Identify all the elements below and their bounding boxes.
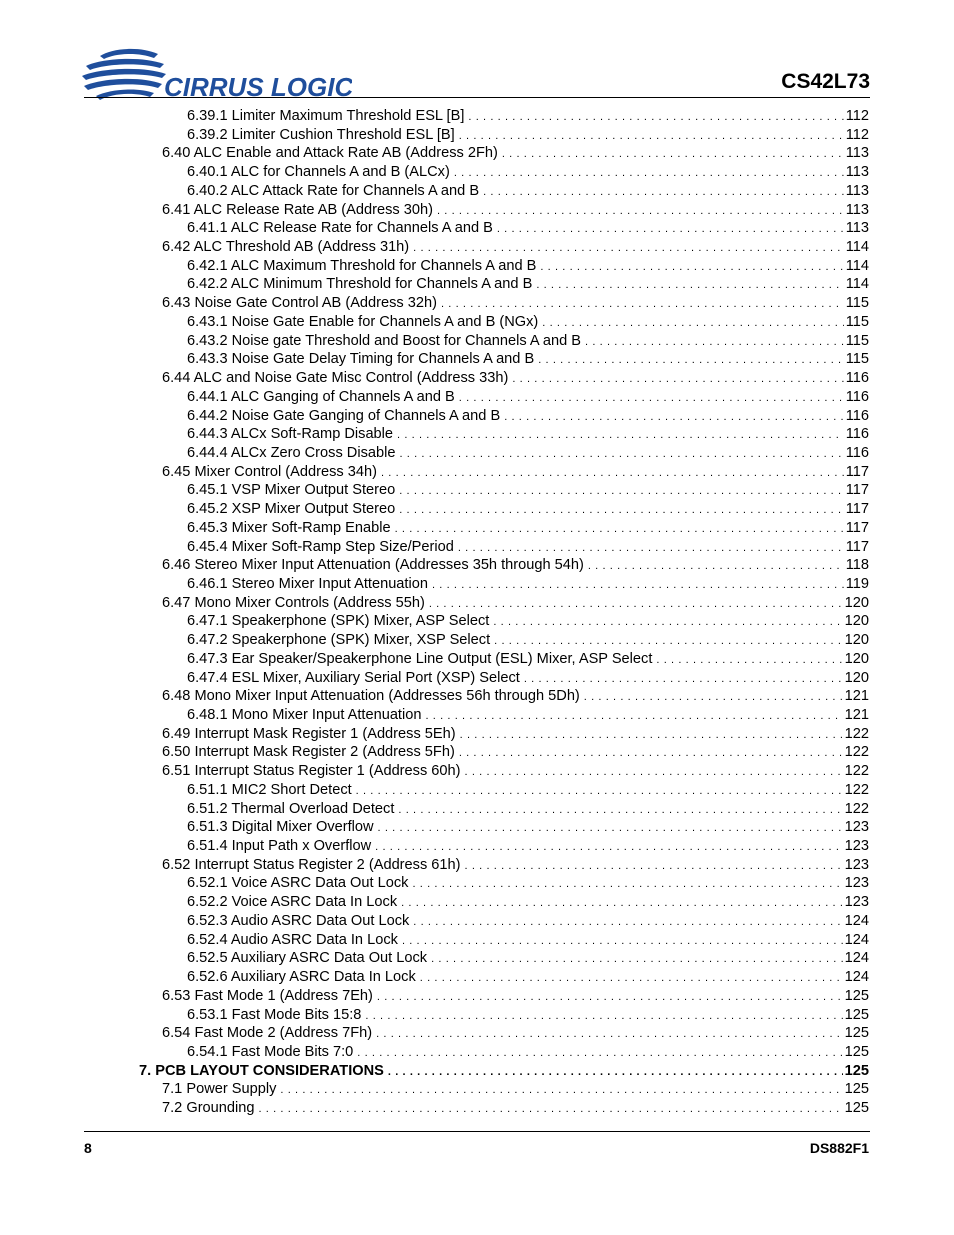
toc-entry[interactable] — [0, 800, 954, 819]
toc-entry-title: 6.50 Interrupt Mask Register 2 (Address 5Fh) — [162, 744, 455, 761]
toc-entry-title: 6.45.2 XSP Mixer Output Stereo — [187, 501, 396, 518]
toc-entry[interactable] — [0, 949, 954, 968]
toc-entry-title: 6.40 ALC Enable and Attack Rate AB (Address 2Fh) — [162, 145, 498, 162]
table-of-contents — [0, 107, 954, 1118]
toc-entry-page: 113 — [845, 145, 869, 162]
toc-entry-title: 6.40.2 ALC Attack Rate for Channels A and B — [187, 182, 480, 199]
toc-entry-title: 6.42 ALC Threshold AB (Address 31h) — [162, 239, 410, 256]
toc-leader-dots — [459, 744, 843, 763]
toc-entry-title: 6.48.1 Mono Mixer Input Attenuation — [187, 707, 422, 723]
toc-entry-page: 124 — [844, 969, 869, 986]
toc-entry-page: 122 — [844, 800, 869, 817]
toc-leader-dots — [459, 127, 844, 146]
toc-entry[interactable] — [0, 144, 954, 163]
toc-leader-dots — [432, 576, 844, 595]
toc-leader-dots — [399, 445, 843, 464]
toc-leader-dots — [504, 408, 844, 427]
toc-entry-page: 125 — [844, 1062, 869, 1079]
toc-entry-page: 115 — [845, 332, 869, 349]
toc-entry-title: 6.42.2 ALC Minimum Threshold for Channels A and B — [187, 276, 533, 293]
toc-entry-page: 114 — [845, 239, 869, 256]
toc-entry[interactable] — [0, 275, 954, 294]
toc-entry-page: 122 — [844, 763, 869, 780]
toc-entry-title: 6.46 Stereo Mixer Input Attenuation (Addresses 35h through 54h) — [162, 557, 584, 574]
toc-leader-dots — [376, 1025, 843, 1044]
toc-entry-title: 6.43 Noise Gate Control AB (Address 32h) — [162, 295, 437, 312]
toc-entry[interactable] — [0, 538, 954, 557]
toc-entry[interactable] — [0, 332, 954, 351]
toc-leader-dots — [397, 426, 844, 445]
toc-leader-dots — [429, 595, 843, 614]
toc-entry-title: 6.41 ALC Release Rate AB (Address 30h) — [162, 201, 433, 218]
toc-leader-dots — [399, 482, 844, 501]
toc-leader-dots — [399, 501, 844, 520]
toc-leader-dots — [378, 819, 843, 838]
toc-entry[interactable] — [0, 1024, 954, 1043]
toc-entry-title: 6.44.4 ALCx Zero Cross Disable — [187, 444, 396, 461]
document-id: DS882F1 — [809, 1140, 869, 1156]
toc-entry-page: 120 — [844, 594, 869, 611]
toc-entry[interactable] — [0, 388, 954, 407]
toc-entry-title: 6.42.1 ALC Maximum Threshold for Channels A and B — [187, 257, 537, 274]
toc-leader-dots — [395, 520, 844, 539]
toc-entry-page: 117 — [845, 482, 869, 499]
toc-entry[interactable] — [0, 407, 954, 426]
toc-entry[interactable] — [0, 1099, 954, 1118]
toc-entry-title: 6.52.1 Voice ASRC Data Out Lock — [187, 875, 409, 892]
toc-entry-page: 121 — [844, 688, 869, 705]
toc-entry[interactable] — [0, 931, 954, 950]
toc-entry-page: 122 — [844, 781, 869, 798]
toc-entry-page: 123 — [844, 856, 869, 873]
toc-entry-title: 6.44.2 Noise Gate Ganging of Channels A and B — [187, 407, 501, 424]
toc-entry-page: 120 — [844, 613, 869, 630]
toc-entry-page: 119 — [845, 575, 869, 592]
toc-entry[interactable] — [0, 519, 954, 538]
toc-entry-title: 6.52.4 Audio ASRC Data In Lock — [187, 931, 398, 948]
toc-entry-title: 6.52.2 Voice ASRC Data In Lock — [187, 894, 398, 911]
toc-entry[interactable] — [0, 257, 954, 276]
toc-leader-dots — [356, 782, 843, 801]
toc-entry[interactable] — [0, 444, 954, 463]
page-number: 8 — [84, 1140, 92, 1156]
toc-entry-page: 125 — [844, 1081, 869, 1098]
toc-entry-page: 116 — [845, 407, 869, 424]
toc-leader-dots — [365, 1007, 842, 1026]
toc-entry[interactable] — [0, 968, 954, 987]
toc-leader-dots — [460, 726, 843, 745]
toc-entry-page: 116 — [845, 426, 869, 443]
toc-entry[interactable] — [0, 219, 954, 238]
toc-entry[interactable] — [0, 1062, 954, 1081]
toc-entry-page: 125 — [844, 1043, 869, 1060]
toc-entry[interactable] — [0, 350, 954, 369]
toc-entry-title: 6.44.3 ALCx Soft-Ramp Disable — [187, 426, 394, 443]
toc-leader-dots — [468, 108, 843, 127]
toc-entry-title: 6.43.1 Noise Gate Enable for Channels A and B (NGx) — [187, 313, 539, 330]
toc-entry[interactable] — [0, 912, 954, 931]
toc-entry-page: 116 — [845, 388, 869, 405]
toc-entry-title: 6.51.3 Digital Mixer Overflow — [187, 819, 374, 836]
toc-leader-dots — [588, 557, 844, 576]
toc-entry-page: 116 — [845, 370, 869, 387]
toc-entry[interactable] — [0, 163, 954, 182]
cirrus-logic-logo — [82, 46, 352, 102]
toc-entry-page: 112 — [845, 126, 869, 143]
toc-entry-title: 6.52.3 Audio ASRC Data Out Lock — [187, 912, 410, 929]
toc-entry[interactable] — [0, 631, 954, 650]
toc-leader-dots — [420, 969, 843, 988]
toc-leader-dots — [524, 670, 843, 689]
toc-entry[interactable] — [0, 201, 954, 220]
toc-entry-page: 114 — [845, 276, 869, 293]
toc-entry-title: 6.43.3 Noise Gate Delay Timing for Channels A and B — [187, 351, 535, 368]
toc-entry-page: 113 — [845, 182, 869, 199]
toc-entry[interactable] — [0, 107, 954, 126]
toc-entry-page: 122 — [844, 725, 869, 742]
toc-entry-title: 6.44 ALC and Noise Gate Misc Control (Address 33h) — [162, 370, 509, 387]
toc-leader-dots — [413, 239, 844, 258]
toc-entry-page: 125 — [844, 987, 869, 1004]
toc-leader-dots — [493, 613, 842, 632]
toc-entry-title: 6.41.1 ALC Release Rate for Channels A and B — [187, 220, 493, 237]
toc-entry-title: 6.51.1 MIC2 Short Detect — [187, 781, 352, 798]
toc-entry-title: 6.51.2 Thermal Overload Detect — [187, 800, 395, 817]
toc-entry-page: 123 — [844, 875, 869, 892]
toc-entry-title: 6.45.4 Mixer Soft-Ramp Step Size/Period — [187, 538, 454, 555]
toc-entry-title: 6.53.1 Fast Mode Bits 15:8 — [187, 1006, 362, 1023]
toc-entry-title: 6.49 Interrupt Mask Register 1 (Address 5Eh) — [162, 725, 456, 742]
toc-entry-title: 6.48 Mono Mixer Input Attenuation (Addresses 56h through 5Dh) — [162, 688, 580, 705]
toc-leader-dots — [542, 314, 843, 333]
toc-entry-page: 116 — [845, 444, 869, 461]
toc-leader-dots — [465, 857, 843, 876]
footer-rule — [84, 1131, 870, 1132]
toc-entry[interactable] — [0, 987, 954, 1006]
toc-leader-dots — [425, 707, 842, 726]
toc-leader-dots — [497, 220, 844, 239]
toc-entry[interactable] — [0, 238, 954, 257]
toc-entry-title: 6.47.3 Ear Speaker/Speakerphone Line Output (ESL) Mixer, ASP Select — [187, 650, 653, 667]
toc-entry-title: 6.52 Interrupt Status Register 2 (Address 61h) — [162, 856, 461, 873]
toc-entry-title: 6.46.1 Stereo Mixer Input Attenuation — [187, 575, 428, 592]
toc-entry-title: 6.47.1 Speakerphone (SPK) Mixer, ASP Select — [187, 613, 490, 630]
toc-leader-dots — [402, 932, 843, 951]
toc-entry-title: 6.47.2 Speakerphone (SPK) Mixer, XSP Select — [187, 632, 491, 649]
toc-entry-title: 6.54 Fast Mode 2 (Address 7Fh) — [162, 1025, 373, 1042]
toc-entry[interactable] — [0, 669, 954, 688]
cirrus-logo-mark-icon — [82, 46, 352, 102]
toc-entry-page: 113 — [845, 201, 869, 218]
toc-entry-title: 6.45 Mixer Control (Address 34h) — [162, 463, 377, 480]
toc-entry-page: 124 — [844, 950, 869, 967]
toc-entry[interactable] — [0, 126, 954, 145]
toc-entry-page: 120 — [844, 650, 869, 667]
toc-entry[interactable] — [0, 500, 954, 519]
toc-leader-dots — [381, 464, 844, 483]
toc-entry-title: 6.45.3 Mixer Soft-Ramp Enable — [187, 519, 391, 536]
toc-entry-page: 124 — [844, 912, 869, 929]
toc-entry[interactable] — [0, 1043, 954, 1062]
toc-entry-title: 6.52.6 Auxiliary ASRC Data In Lock — [187, 969, 416, 986]
toc-entry[interactable] — [0, 481, 954, 500]
toc-entry[interactable] — [0, 687, 954, 706]
toc-leader-dots — [502, 145, 844, 164]
toc-entry-page: 117 — [845, 519, 869, 536]
toc-entry[interactable] — [0, 425, 954, 444]
toc-leader-dots — [401, 894, 843, 913]
toc-leader-dots — [259, 1100, 843, 1119]
toc-entry[interactable] — [0, 182, 954, 201]
toc-entry-title: 6.43.2 Noise gate Threshold and Boost for Channels A and B — [187, 332, 582, 349]
toc-entry-title: 6.47.4 ESL Mixer, Auxiliary Serial Port (XSP) Select — [187, 669, 520, 686]
toc-entry-page: 124 — [844, 931, 869, 948]
toc-entry-title: 6.53 Fast Mode 1 (Address 7Eh) — [162, 987, 373, 1004]
toc-leader-dots — [413, 913, 842, 932]
toc-entry-title: 6.54.1 Fast Mode Bits 7:0 — [187, 1043, 354, 1060]
toc-leader-dots — [483, 183, 844, 202]
toc-leader-dots — [494, 632, 843, 651]
toc-entry-page: 112 — [845, 108, 869, 124]
toc-leader-dots — [538, 351, 844, 370]
toc-entry-page: 121 — [844, 707, 869, 723]
toc-entry[interactable] — [0, 725, 954, 744]
toc-entry[interactable] — [0, 743, 954, 762]
toc-entry-title: 6.51 Interrupt Status Register 1 (Address 60h) — [162, 763, 461, 780]
toc-leader-dots — [357, 1044, 842, 1063]
toc-entry-title: 6.44.1 ALC Ganging of Channels A and B — [187, 388, 455, 405]
toc-entry-title: 6.47 Mono Mixer Controls (Address 55h) — [162, 594, 425, 611]
toc-entry[interactable] — [0, 575, 954, 594]
toc-leader-dots — [465, 763, 843, 782]
toc-entry[interactable] — [0, 612, 954, 631]
toc-leader-dots — [375, 838, 842, 857]
toc-leader-dots — [437, 202, 844, 221]
toc-leader-dots — [540, 258, 843, 277]
toc-entry-page: 120 — [844, 669, 869, 686]
toc-entry[interactable] — [0, 313, 954, 332]
toc-entry[interactable] — [0, 594, 954, 613]
toc-entry-title: 7. PCB LAYOUT CONSIDERATIONS — [139, 1062, 384, 1079]
toc-entry-page: 115 — [845, 295, 869, 312]
toc-entry[interactable] — [0, 781, 954, 800]
toc-entry-page: 123 — [844, 819, 869, 836]
toc-entry[interactable] — [0, 762, 954, 781]
toc-entry-page: 115 — [845, 313, 869, 330]
toc-entry-title: 6.40.1 ALC for Channels A and B (ALCx) — [187, 164, 450, 181]
toc-entry-page: 120 — [844, 632, 869, 649]
toc-leader-dots — [656, 651, 842, 670]
toc-entry[interactable] — [0, 874, 954, 893]
toc-entry-page: 125 — [844, 1100, 869, 1117]
toc-entry[interactable] — [0, 369, 954, 388]
header-rule — [84, 97, 870, 98]
toc-leader-dots — [585, 333, 844, 352]
toc-leader-dots — [412, 875, 842, 894]
toc-entry-title: 6.39.1 Limiter Maximum Threshold ESL [B] — [187, 108, 465, 124]
toc-entry-page: 125 — [844, 1025, 869, 1042]
toc-entry-page: 123 — [844, 838, 869, 855]
toc-entry-page: 125 — [844, 1006, 869, 1023]
toc-entry[interactable] — [0, 856, 954, 875]
toc-leader-dots — [459, 389, 844, 408]
toc-entry-title: 6.52.5 Auxiliary ASRC Data Out Lock — [187, 950, 428, 967]
toc-entry-page: 114 — [845, 257, 869, 274]
toc-entry-title: 6.39.2 Limiter Cushion Threshold ESL [B] — [187, 126, 455, 143]
toc-leader-dots — [536, 276, 843, 295]
toc-entry-page: 115 — [845, 351, 869, 368]
toc-entry[interactable] — [0, 1080, 954, 1099]
toc-leader-dots — [398, 801, 842, 820]
toc-entry-page: 122 — [844, 744, 869, 761]
toc-entry[interactable] — [0, 294, 954, 313]
toc-entry-page: 113 — [845, 220, 869, 237]
toc-entry-title: 7.2 Grounding — [162, 1100, 255, 1117]
toc-entry-page: 123 — [844, 894, 869, 911]
toc-entry-page: 117 — [845, 538, 869, 555]
brand-wordmark: CIRRUS LOGIC — [164, 72, 352, 102]
toc-entry-title: 6.45.1 VSP Mixer Output Stereo — [187, 482, 396, 499]
toc-leader-dots — [377, 988, 843, 1007]
toc-entry[interactable] — [0, 818, 954, 837]
toc-entry[interactable] — [0, 837, 954, 856]
toc-leader-dots — [584, 688, 843, 707]
toc-entry[interactable] — [0, 1006, 954, 1025]
toc-leader-dots — [512, 370, 843, 389]
toc-entry-page: 118 — [845, 557, 869, 574]
toc-leader-dots — [458, 539, 844, 558]
toc-entry-title: 6.51.4 Input Path x Overflow — [187, 838, 372, 855]
toc-leader-dots — [431, 950, 843, 969]
toc-entry-page: 117 — [845, 501, 869, 518]
toc-entry[interactable] — [0, 650, 954, 669]
toc-leader-dots — [454, 164, 844, 183]
toc-entry[interactable] — [0, 893, 954, 912]
toc-leader-dots — [388, 1063, 843, 1082]
document-title: CS42L73 — [781, 70, 870, 93]
toc-leader-dots — [280, 1081, 842, 1100]
toc-entry[interactable] — [0, 556, 954, 575]
toc-entry-title: 7.1 Power Supply — [162, 1081, 277, 1098]
toc-entry[interactable] — [0, 706, 954, 725]
toc-leader-dots — [441, 295, 844, 314]
toc-entry-page: 117 — [845, 463, 869, 480]
toc-entry[interactable] — [0, 463, 954, 482]
toc-entry-page: 113 — [845, 164, 869, 181]
